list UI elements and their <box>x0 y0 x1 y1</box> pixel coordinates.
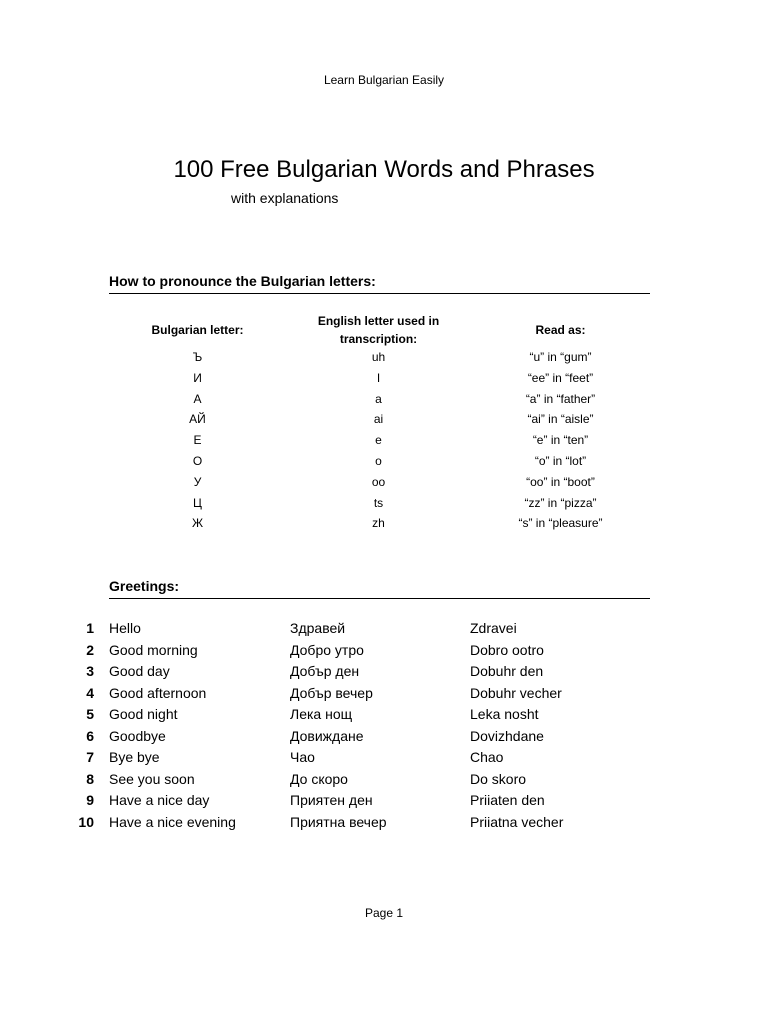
pronunciation-row <box>109 455 650 476</box>
greeting-transliteration: Dobuhr den <box>470 663 544 679</box>
bulgarian-letter: О <box>192 453 203 468</box>
greeting-english: Good day <box>109 663 170 679</box>
greeting-english: Good afternoon <box>109 684 207 701</box>
greeting-transliteration: Leka nosht <box>470 706 539 722</box>
greeting-row <box>0 704 768 726</box>
bulgarian-letter: Ъ <box>192 350 203 364</box>
greeting-english: Goodbye <box>109 727 166 744</box>
pronunciation-table <box>109 312 650 531</box>
greeting-number: 8 <box>86 770 94 787</box>
english-letter: I <box>376 370 381 385</box>
greeting-transliteration: Dobuhr vecher <box>470 684 562 701</box>
english-letter: ai <box>373 412 384 427</box>
greeting-bulgarian: Добър ден <box>290 663 360 679</box>
column-header-english-letter: English letter used in transcription: <box>317 314 440 346</box>
read-as: “a” in “father” <box>525 391 596 406</box>
english-letter: ts <box>373 495 384 510</box>
greeting-english: Bye bye <box>109 749 160 765</box>
read-as: “ee” in “feet” <box>527 370 594 385</box>
read-as: “ai” in “aisle” <box>527 412 594 427</box>
pronunciation-row <box>109 497 650 518</box>
document-subtitle: with explanations <box>231 190 339 206</box>
greeting-transliteration: Dobro ootro <box>470 641 544 658</box>
read-as: “s” in “pleasure” <box>518 516 603 531</box>
read-as: “oo” in “boot” <box>526 474 595 489</box>
bulgarian-letter: АЙ <box>189 412 206 427</box>
greeting-english: Have a nice evening <box>109 813 236 830</box>
page-header: Learn Bulgarian Easily <box>323 73 445 87</box>
read-as: “u” in “gum” <box>529 350 592 364</box>
greeting-bulgarian: Довиждане <box>290 727 364 744</box>
english-letter: zh <box>372 516 385 531</box>
bulgarian-letter: Ц <box>193 495 202 510</box>
greeting-transliteration: Chao <box>470 749 504 765</box>
greeting-english: Hello <box>109 620 141 636</box>
greeting-bulgarian: Приятна вечер <box>290 813 387 830</box>
greeting-bulgarian: Лека нощ <box>290 706 353 722</box>
bulgarian-letter: И <box>193 370 202 385</box>
greeting-row <box>0 726 768 748</box>
greeting-transliteration: Dovizhdane <box>470 727 544 744</box>
pronunciation-row <box>109 372 650 393</box>
greeting-number: 6 <box>86 727 94 744</box>
english-letter: oo <box>371 474 386 489</box>
pronunciation-row <box>109 413 650 434</box>
greeting-row <box>0 790 768 812</box>
pronunciation-table-header <box>109 312 650 348</box>
greeting-number: 4 <box>86 684 94 701</box>
greeting-number: 1 <box>86 620 94 636</box>
greeting-english: Good morning <box>109 641 198 658</box>
greeting-bulgarian: Добър вечер <box>290 684 373 701</box>
bulgarian-letter: Ж <box>191 516 204 531</box>
greeting-number: 9 <box>86 792 94 808</box>
english-letter: a <box>375 391 382 406</box>
greeting-number: 2 <box>86 641 94 658</box>
greeting-row <box>0 812 768 834</box>
greeting-english: Good night <box>109 706 178 722</box>
greeting-transliteration: Do skoro <box>470 770 527 787</box>
greeting-row <box>0 640 768 662</box>
greeting-transliteration: Zdravei <box>470 620 517 636</box>
document-title: 100 Free Bulgarian Words and Phrases <box>173 156 595 183</box>
bulgarian-letter: А <box>193 391 202 406</box>
read-as: “e” in “ten” <box>532 433 589 448</box>
greeting-bulgarian: Приятен ден <box>290 792 373 808</box>
greetings-list <box>0 618 768 833</box>
greeting-bulgarian: Здравей <box>290 620 346 636</box>
column-header-read-as: Read as: <box>535 323 586 337</box>
greeting-english: Have a nice day <box>109 792 210 808</box>
greeting-bulgarian: Чао <box>290 749 315 765</box>
greeting-row <box>0 747 768 769</box>
pronunciation-rows <box>109 351 650 538</box>
greeting-number: 3 <box>86 663 94 679</box>
page-footer: Page 1 <box>364 906 404 920</box>
greeting-english: See you soon <box>109 770 195 787</box>
pronunciation-row <box>109 476 650 497</box>
greeting-number: 7 <box>86 749 94 765</box>
bulgarian-letter: Е <box>193 433 202 448</box>
english-letter: uh <box>371 350 386 364</box>
greeting-row <box>0 661 768 683</box>
pronunciation-heading: How to pronounce the Bulgarian letters: <box>109 273 650 294</box>
greeting-transliteration: Priiaten den <box>470 792 545 808</box>
greeting-bulgarian: До скоро <box>290 770 348 787</box>
bulgarian-letter: У <box>193 474 202 489</box>
pronunciation-row <box>109 393 650 414</box>
greeting-row <box>0 618 768 640</box>
read-as: “o” in “lot” <box>534 453 587 468</box>
pronunciation-row <box>109 517 650 538</box>
greeting-row <box>0 769 768 791</box>
greeting-number: 5 <box>86 706 94 722</box>
pronunciation-row <box>109 351 650 372</box>
english-letter: e <box>375 433 382 448</box>
greeting-row <box>0 683 768 705</box>
greeting-bulgarian: Добро утро <box>290 641 364 658</box>
read-as: “zz” in “pizza” <box>524 495 597 510</box>
greeting-transliteration: Priiatna vecher <box>470 813 564 830</box>
greetings-heading: Greetings: <box>109 578 650 599</box>
english-letter: o <box>375 453 382 468</box>
column-header-bulgarian-letter: Bulgarian letter: <box>151 323 244 337</box>
greeting-number: 10 <box>78 813 94 830</box>
pronunciation-row <box>109 434 650 455</box>
